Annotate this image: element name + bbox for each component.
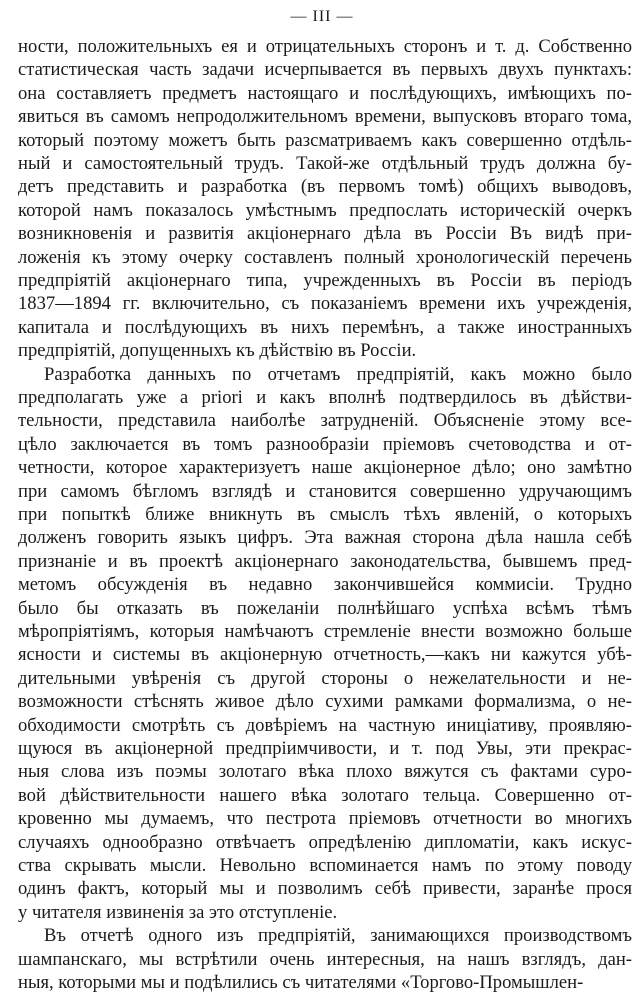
text-line: ясности и системы въ акціонерную отчетность,—какъ ни кажутся убѣ-	[18, 644, 632, 666]
text-line: детъ представить и разработка (въ первомъ томѣ) общихъ выводовъ,	[18, 176, 632, 198]
text-line: ныя, которыми мы и подѣлились съ читателями «Торгово-Промышлен-	[18, 972, 584, 993]
text-line: ный и самостоятельный трудъ. Такой-же отдѣльный трудъ должна бу-	[18, 153, 632, 174]
text-line: у читателя извиненія за это отступленіе.	[18, 901, 338, 923]
text-line: цѣло заключается въ томъ разнообразіи пріемовъ счетоводства и от-	[18, 433, 632, 455]
text-line: щуюся въ акціонерной предпріимчивости, и т. под Увы, эти прекрас-	[18, 738, 632, 759]
text-line: предполагать уже a priori и какъ вполнѣ подтвердилось въ дѣйстви-	[18, 387, 632, 408]
text-line: четности, которое характеризуетъ наше акціонерное дѣло; оно замѣтно	[18, 457, 632, 479]
text-line: мѣропріятіямъ, которыя намѣчаютъ стремленіе внести возможно больше	[18, 621, 632, 642]
text-line: метомъ обсужденія въ недавно закончившейся коммисіи. Трудно	[18, 574, 632, 596]
text-line: дительными увѣренія съ другой стороны о нежелательности и не-	[18, 667, 632, 689]
text-line: предпріятій акціонернаго типа, учрежденныхъ въ Россіи въ періодъ	[18, 270, 632, 291]
text-line: шампанскаго, мы встрѣтили очень интересныя, на нашъ взглядъ, дан-	[18, 948, 632, 970]
text-line: при попыткѣ ближе вникнуть въ смыслъ тѣхъ явленій, о которыхъ	[18, 504, 632, 525]
text-line: Въ отчетѣ одного изъ предпріятій, занимающихся производствомъ	[44, 925, 632, 947]
text-line: капитала и послѣдующихъ въ нихъ перемѣнъ, а также иностранныхъ	[18, 316, 632, 338]
text-line: кровенно мы думаемъ, что пестрота пріемовъ отчетности во многихъ	[18, 808, 632, 830]
text-line: при самомъ бѣгломъ взглядѣ и становится совершенно удручающимъ	[18, 480, 632, 502]
text-line: признаніе и въ проектѣ акціонернаго законодательства, бывшемъ пред-	[18, 550, 632, 572]
text-line: ныя слова изъ поэмы золотаго вѣка плохо вяжутся съ фактами суро-	[18, 761, 632, 783]
text-line: ности, положительныхъ ея и отрицательныхъ сторонъ и т. д. Собственно	[18, 36, 632, 57]
text-line: тельности, представила наиболѣе затрудненій. Объясненіе этому все-	[18, 410, 632, 432]
text-line: возможности стѣснять живое дѣло сухими рамками формализма, о не-	[18, 691, 632, 713]
text-line: долженъ говорить языкъ цифръ. Эта важная сторона дѣла нашла себѣ	[18, 527, 632, 549]
text-line: предпріятій, допущенныхъ къ дѣйствію въ Россіи.	[18, 340, 417, 362]
text-line: ложенія къ этому очерку составленъ полный хронологическій перечень	[18, 246, 632, 268]
text-line: ства скрывать мысли. Невольно вспоминается намъ по этому поводу	[18, 855, 632, 876]
text-line: случаяхъ однообразно отвѣчаетъ опредѣленію дипломатіи, какъ искус-	[18, 831, 632, 853]
text-line: одинъ фактъ, который мы и позволимъ себѣ привести, заранѣе прося	[18, 878, 632, 900]
text-line: было бы отказать въ пожеланіи полнѣйшаго успѣха всѣмъ тѣмъ	[18, 597, 632, 619]
text-line: 1837—1894 гг. включительно, съ показаніемъ времени ихъ учрежденія,	[18, 293, 632, 315]
text-line: статистическая часть задачи исчерпывается въ первыхъ двухъ пунктахъ:	[18, 59, 632, 81]
text-line: явиться въ самомъ непродолжительномъ времени, выпусковъ втораго тома,	[18, 106, 632, 128]
text-line: вой дѣйствительности нашего вѣка золотаго тельца. Совершенно от-	[18, 784, 632, 806]
text-line: обходимости смотрѣть съ довѣріемъ на частную иниціативу, проявляю-	[18, 714, 632, 736]
text-line: она составляетъ предметъ настоящаго и послѣдующихъ, имѣющихъ по-	[18, 82, 632, 104]
page-number: — III —	[290, 8, 354, 25]
text-line: возникновенія и развитія акціонернаго дѣла въ Россіи Въ видѣ при-	[18, 223, 632, 245]
text-line: который поэтому можетъ быть разсматриваемъ какъ совершенно отдѣль-	[18, 129, 632, 151]
text-line: которой намъ показалось умѣстнымъ предпослать историческій очеркъ	[18, 199, 632, 221]
text-line: Разработка данныхъ по отчетамъ предпріятій, какъ можно было	[44, 363, 632, 385]
